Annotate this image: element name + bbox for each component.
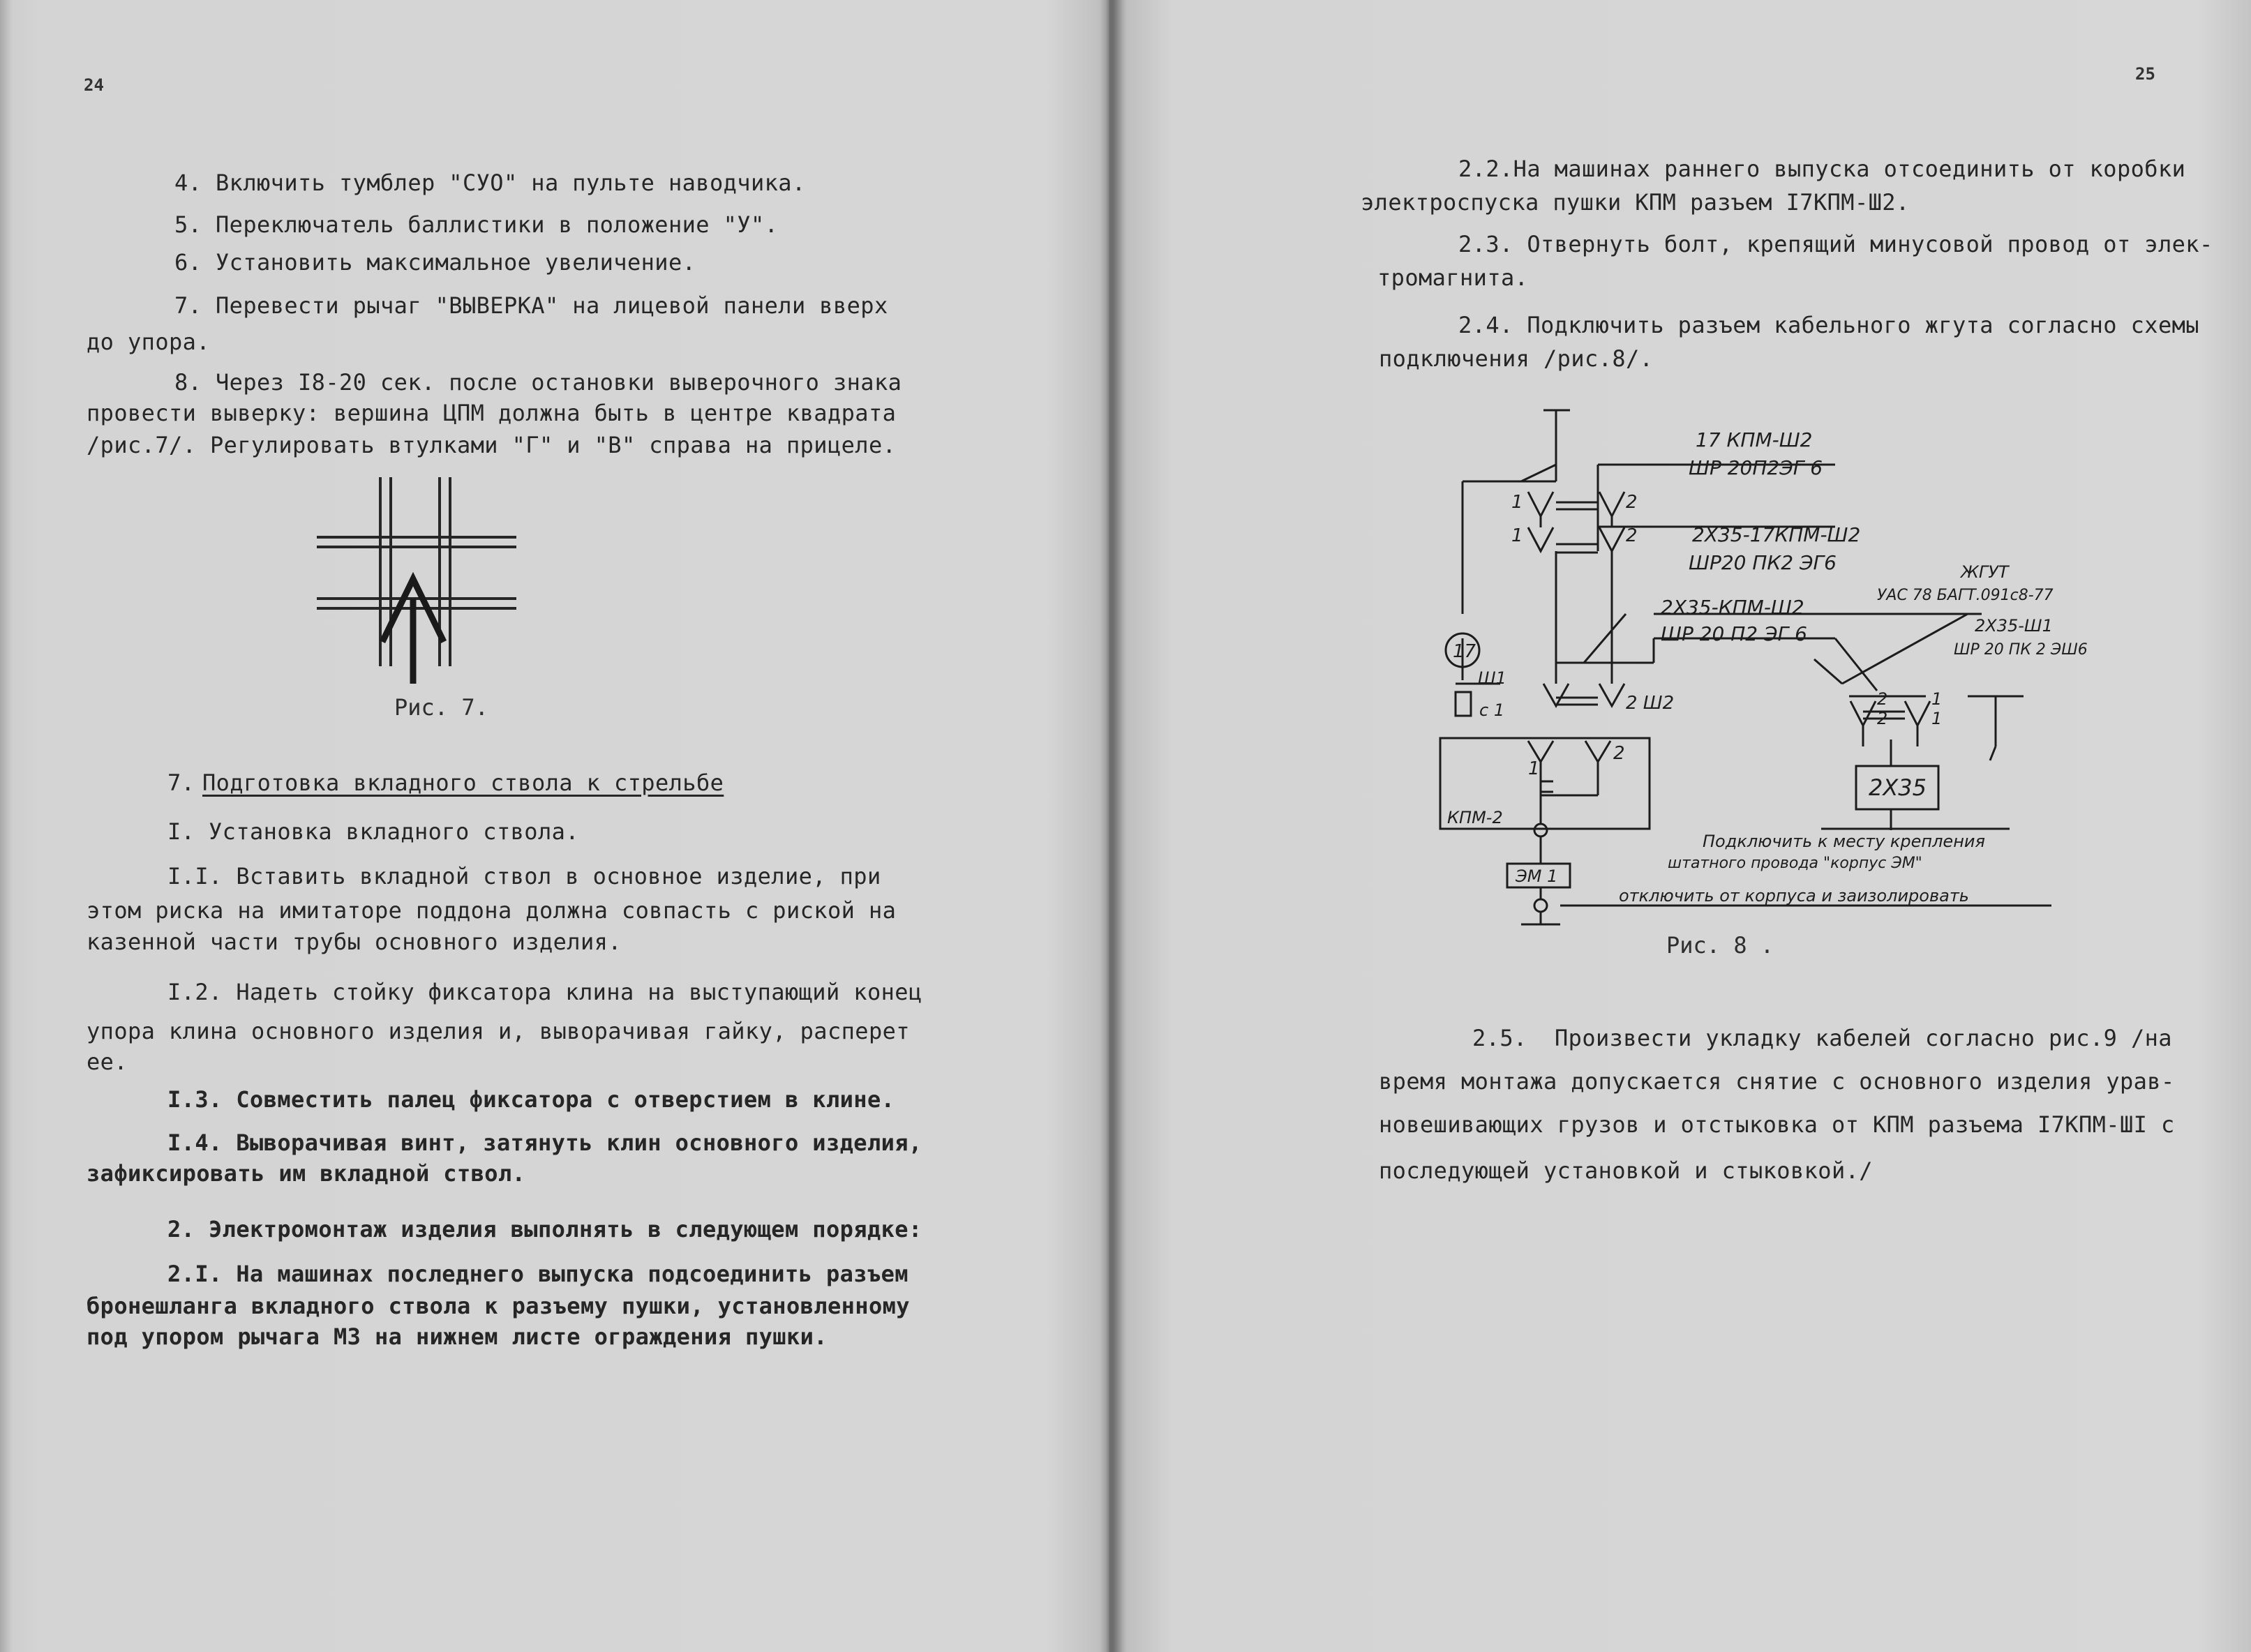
circle-17-label: 17 [1453,641,1476,662]
text-line: 2.4. Подключить разъем кабельного жгута согласно схемы [1458,312,2199,338]
wiring-diagram [1423,405,2093,935]
page-number-left: 24 [84,75,104,95]
text-line: бронешланга вкладного ствола к разъему пушки, установленному [87,1293,910,1319]
diagram-label: ЭМ 1 [1516,866,1558,886]
text-line: 4. Включить тумблер "СУО" на пульте наводчика. [174,170,806,196]
pin-number: 2 [1877,709,1888,728]
text-line: I.2. Надеть стойку фиксатора клина на выступающий конец [167,979,922,1005]
text-line: казенной части трубы основного изделия. [87,929,622,955]
text-line: электроспуска пушки КПМ разъем I7КПМ-Ш2. [1361,189,1910,216]
text-line: этом риска на имитаторе поддона должна совпасть с риской на [87,897,897,924]
pin-number: 1 [1511,525,1523,546]
text-line: последующей установкой и стыковкой./ [1379,1157,1873,1184]
pin-number: 2 [1877,689,1888,709]
pin-number: 2 [1626,525,1638,546]
text-line: провести выверку: вершина ЦПМ должна быть в центре квадрата [87,400,897,426]
text-line: время монтажа допускается снятие с основного изделия урав- [1379,1068,2175,1095]
text-line: под упором рычага МЗ на нижнем листе ограждения пушки. [87,1323,828,1350]
text-line: подключения /рис.8/. [1379,345,1654,372]
text-line: 8. Через I8-20 сек. после остановки выверочного знака [174,369,902,396]
text-line: 6. Установить максимальное увеличение. [174,249,696,276]
text-line: упора клина основного изделия и, выворачивая гайку, расперет [87,1018,910,1044]
text-line: 2.5. Произвести укладку кабелей согласно рис.9 /на [1472,1025,2172,1051]
diagram-label: ШР 20 ПК 2 ЭШ6 [1954,641,2088,659]
pin-number: 2 [1613,743,1625,764]
text-line: /рис.7/. Регулировать втулками "Г" и "В" справа на прицеле. [87,432,897,458]
pin-number: 2 [1626,492,1638,513]
diagram-label: ШР 20П2ЭГ 6 [1689,456,1823,479]
pin-number: 1 [1528,758,1540,779]
text-line: I. Установка вкладного ствола. [167,818,579,845]
diagram-label: УАС 78 БАГТ.091с8-77 [1877,587,2054,604]
diagram-note: Подключить к месту крепления [1703,832,1985,851]
diagram-label: КПМ-2 [1447,808,1503,827]
text-line: ее. [87,1049,128,1075]
diagram-label: ШР 20 П2 ЭГ 6 [1661,622,1807,645]
diagram-label: с 1 [1479,700,1505,720]
pin-number: 1 [1511,492,1523,513]
section-number: 7. [167,769,195,796]
diagram-label: ШР20 ПК2 ЭГ6 [1689,551,1837,574]
text-line: 2.2.На машинах раннего выпуска отсоединить от коробки [1458,156,2186,182]
text-line: 2.I. На машинах последнего выпуска подсоединить разъем [167,1261,908,1287]
diagram-label: 2Х35-Ш1 [1975,616,2053,636]
text-line: тромагнита. [1377,264,1529,291]
book-gutter [1099,0,1127,1652]
text-line: I.I. Вставить вкладной ствол в основное изделие, при [167,863,881,889]
page-number-right: 25 [2135,64,2155,84]
reticle-figure [307,474,530,698]
diagram-label: 2Х35-КПМ-Ш2 [1661,596,1804,619]
section-title: Подготовка вкладного ствола к стрельбе [202,769,724,796]
text-line: до упора. [87,329,210,355]
diagram-label: 2Х35 [1869,774,1927,801]
diagram-label: ЖГУТ [1961,562,2009,582]
figure-8-caption: Рис. 8 . [1666,932,1774,959]
text-line: 2.3. Отвернуть болт, крепящий минусовой провод от элек- [1458,231,2213,257]
text-line: I.3. Совместить палец фиксатора с отверстием в клине. [167,1086,895,1113]
diagram-note: штатного провода "корпус ЭМ" [1668,855,1922,872]
text-line: 5. Переключатель баллистики в положение "У". [174,211,779,238]
figure-7-caption: Рис. 7. [394,694,488,721]
diagram-label: 17 КПМ-Ш2 [1696,428,1813,451]
diagram-label: Ш1 [1478,668,1506,688]
pin-number: 1 [1931,709,1943,728]
text-line: 7. Перевести рычаг "ВЫВЕРКА" на лицевой панели вверх [174,292,888,319]
text-line: I.4. Выворачивая винт, затянуть клин основного изделия, [167,1129,922,1156]
diagram-label: 2Х35-17КПМ-Ш2 [1692,523,1861,546]
diagram-label: 2 Ш2 [1626,693,1675,714]
text-line: 2. Электромонтаж изделия выполнять в следующем порядке: [167,1216,922,1242]
pin-number: 1 [1931,689,1943,709]
diagram-note: отключить от корпуса и заизолировать [1619,886,1969,906]
text-line: зафиксировать им вкладной ствол. [87,1160,526,1187]
text-line: новешивающих грузов и отстыковка от КПМ разъема I7КПМ-ШI с [1379,1111,2175,1138]
